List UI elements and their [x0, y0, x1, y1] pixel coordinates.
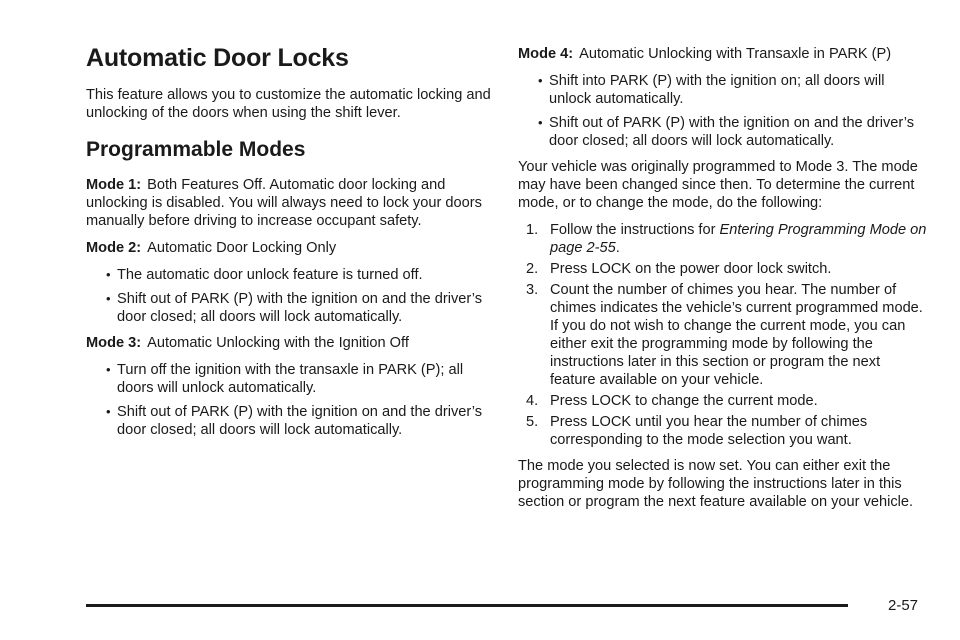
- bullet-icon: •: [538, 73, 543, 88]
- closing-paragraph: The mode you selected is now set. You can either exit the programming mode by following the instructions later in this section or program the next feature available on your vehicle.: [518, 458, 914, 510]
- section-heading: Programmable Modes: [86, 138, 306, 161]
- current-mode-paragraph: Your vehicle was originally programmed to Mode 3. The mode may have been changed since then. To determine the current mode, or to change the mode, do the following:: [518, 159, 918, 211]
- footer-rule: [86, 604, 848, 607]
- mode-1-paragraph: [86, 176, 496, 230]
- page-reference: Entering Programming Mode on page 2-55: [550, 222, 927, 256]
- mode-3-label: Mode 3:: [86, 335, 142, 351]
- list-item: 3. Count the number of chimes you hear. The number of chimes indicates the vehicle’s current programmed mode. If you do not wish to change the current mode, you can either exit the programming mode by following the instructions later in this section or program the next feature available on your vehicle.: [526, 282, 923, 388]
- list-item: • Shift out of PARK (P) with the ignition on and the driver’s door closed; all doors will lock automatically.: [106, 291, 483, 325]
- mode-4-label: Mode 4:: [518, 46, 574, 62]
- mode-2-text: Automatic Door Locking Only: [147, 240, 337, 256]
- list-item: • Shift out of PARK (P) with the ignition on and the driver’s door closed; all doors will lock automatically.: [106, 404, 483, 438]
- list-item: 1. Follow the instructions for Entering Programming Mode on page 2-55.: [526, 222, 927, 256]
- bullet-icon: •: [538, 115, 543, 130]
- mode-3-bullets: [86, 361, 496, 439]
- page-number: 2-57: [888, 597, 919, 614]
- mode-3-text: Automatic Unlocking with the Ignition Off: [147, 335, 409, 351]
- mode-4-bullets: [518, 72, 928, 150]
- bullet-icon: •: [106, 362, 111, 377]
- mode-4-paragraph: [518, 45, 928, 63]
- mode-3-paragraph: [86, 334, 496, 352]
- list-item: 5. Press LOCK until you hear the number of chimes corresponding to the mode selection you want.: [526, 414, 868, 448]
- intro-paragraph: This feature allows you to customize the automatic locking and unlocking of the doors when using the shift lever.: [86, 87, 491, 121]
- bullet-icon: •: [106, 291, 111, 306]
- list-item: • Turn off the ignition with the transaxle in PARK (P); all doors will unlock automatically.: [106, 362, 464, 396]
- list-item: • The automatic door unlock feature is turned off.: [106, 267, 423, 283]
- list-item: • Shift out of PARK (P) with the ignition on and the driver’s door closed; all doors will lock automatically.: [538, 115, 915, 149]
- steps-list: [518, 221, 928, 449]
- list-item: 4. Press LOCK to change the current mode.: [526, 393, 818, 409]
- right-column: [518, 45, 928, 520]
- bullet-icon: •: [106, 267, 111, 282]
- mode-1-text: Both Features Off. Automatic door locking and unlocking is disabled. You will always need to lock your doors manually before driving to increase occupant safety.: [86, 177, 482, 229]
- bullet-icon: •: [106, 404, 111, 419]
- mode-4-text: Automatic Unlocking with Transaxle in PARK (P): [579, 46, 892, 62]
- mode-2-paragraph: [86, 239, 496, 257]
- mode-1-label: Mode 1:: [86, 177, 142, 193]
- mode-2-bullets: [86, 266, 496, 326]
- list-item: • Shift into PARK (P) with the ignition on; all doors will unlock automatically.: [538, 73, 885, 107]
- left-column: [86, 42, 496, 447]
- page-title: Automatic Door Locks: [86, 44, 349, 72]
- list-item: 2. Press LOCK on the power door lock switch.: [526, 261, 832, 277]
- mode-2-label: Mode 2:: [86, 240, 142, 256]
